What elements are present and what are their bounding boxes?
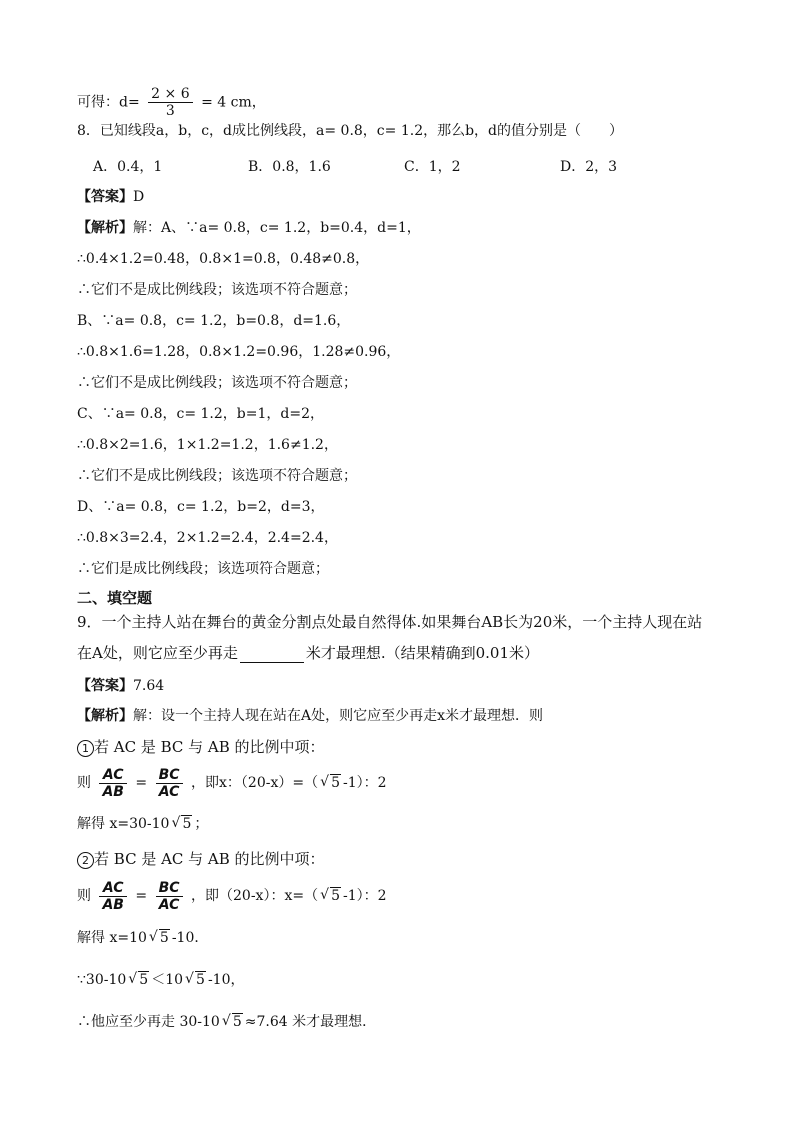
- q8-option-b: B．0.8，1.6: [248, 159, 331, 175]
- solution-text: ；: [194, 816, 209, 832]
- sqrt-symbol: [320, 879, 341, 913]
- answer-tag: 【答案】: [77, 189, 133, 205]
- sqrt-symbol: [128, 970, 149, 990]
- solution-text: 解得 x=30-10: [77, 816, 170, 832]
- frac-den: AB: [102, 896, 124, 913]
- sqrt-symbol: [149, 928, 170, 948]
- sqrt-radicand: 5: [331, 888, 341, 904]
- answer-tag: 【答案】: [77, 678, 133, 694]
- q8-analysis-line-6: ∴它们不是成比例线段；该选项不符合题意；: [77, 375, 357, 391]
- q8-option-c: C．1，2: [404, 159, 461, 175]
- q9-conclusion: [77, 1012, 376, 1032]
- analysis-text: 解：A、∵a= 0.8，c= 1.2，b=0.4，d=1，: [133, 220, 421, 236]
- sqrt-radicand: 5: [182, 816, 192, 832]
- then-label: 则: [77, 775, 91, 791]
- sqrt-symbol: [222, 1012, 243, 1032]
- equation-text: -1）：2: [343, 775, 387, 791]
- fraction-ac-ab: [99, 880, 127, 913]
- intro-prefix: 可得：d=: [77, 94, 140, 111]
- sqrt-radicand: 5: [139, 972, 149, 988]
- q9-answer-line: [77, 676, 164, 696]
- frac-num: BC: [158, 766, 180, 783]
- intro-fraction: [148, 86, 192, 119]
- q9-answer: 7.64: [133, 678, 165, 694]
- stem-text: 米才最理想.（结果精确到0.01米）: [305, 644, 540, 662]
- solution-text: -10．: [171, 930, 209, 946]
- conclusion-text: ∴他应至少再走 30-10: [77, 1014, 220, 1030]
- q8-analysis-line-12: ∴它们是成比例线段；该选项符合题意；: [77, 561, 329, 577]
- circled-number-2: 2: [77, 852, 94, 869]
- then-label: 则: [77, 888, 91, 904]
- q9-case-1-equation: [77, 766, 387, 800]
- fraction-bc-ac: [156, 767, 183, 800]
- comparison-text: ＜10: [151, 972, 184, 988]
- intro-suffix: = 4 cm，: [201, 94, 266, 111]
- stem-text: 在A处，则它应至少再走: [77, 644, 238, 662]
- q8-analysis-line-1: [77, 218, 421, 238]
- sqrt-radicand: 5: [159, 930, 169, 946]
- q8-answer: D: [133, 189, 145, 205]
- q8-analysis-line-2: ∴0.4×1.2=0.48，0.8×1=0.8，0.48≠0.8，: [77, 251, 370, 267]
- sqrt-radicand: 5: [196, 972, 205, 988]
- q8-option-d: D．2，3: [560, 159, 618, 175]
- q8-option-a: A．0.4，1: [93, 159, 163, 175]
- q9-case-2-equation: [77, 879, 387, 913]
- sqrt-symbol: [171, 814, 192, 834]
- q9-case-1: [77, 737, 325, 757]
- q9-analysis-line-1: [77, 706, 543, 726]
- q8-analysis-line-10: D、∵a= 0.8，c= 1.2，b=2，d=3，: [77, 499, 325, 515]
- analysis-text: 解：设一个主持人现在站在A处，则它应至少再走x米才最理想．则: [133, 708, 544, 724]
- fraction-numerator: 2 × 6: [148, 86, 192, 103]
- fraction-ac-ab: [99, 767, 127, 800]
- section-heading: 二、填空题: [77, 589, 153, 607]
- equals-sign: =: [135, 888, 148, 904]
- q9-stem-line-2: [77, 643, 539, 663]
- q8-answer-line: [77, 187, 144, 207]
- frac-num: BC: [158, 879, 180, 896]
- case-text: 若 BC 是 AC 与 AB 的比例中项：: [94, 850, 325, 868]
- sqrt-radicand: 5: [232, 1014, 242, 1030]
- frac-num: AC: [102, 879, 124, 896]
- sqrt-symbol: [320, 766, 341, 800]
- case-text: 若 AC 是 BC 与 AB 的比例中项：: [94, 738, 325, 756]
- equation-text: ，即x：（20-x）=（: [191, 775, 319, 791]
- answer-blank: [240, 648, 304, 663]
- conclusion-text: ≈7.64 米才最理想．: [244, 1014, 377, 1030]
- q8-analysis-line-8: ∴0.8×2=1.6，1×1.2=1.2，1.6≠1.2，: [77, 437, 338, 453]
- q9-case-2: [77, 849, 325, 869]
- q8-stem: 8．已知线段a，b，c，d成比例线段，a= 0.8，c= 1.2，那么b，d的值分别是（ ）: [77, 123, 624, 139]
- frac-den: AB: [102, 783, 124, 800]
- q8-analysis-line-3: ∴它们不是成比例线段；该选项不符合题意；: [77, 282, 357, 298]
- q9-stem-line-1: 9．一个主持人站在舞台的黄金分割点处最自然得体.如果舞台AB长为20米，一个主持人现在站: [77, 613, 703, 631]
- analysis-tag: 【解析】: [77, 220, 133, 236]
- q8-analysis-line-5: ∴0.8×1.6=1.28，0.8×1.2=0.96，1.28≠0.96，: [77, 344, 401, 360]
- sqrt-symbol: [185, 970, 206, 990]
- solution-text: 解得 x=10: [77, 930, 147, 946]
- q8-analysis-line-4: B、∵a= 0.8，c= 1.2，b=0.8，d=1.6，: [77, 313, 351, 329]
- q8-analysis-line-7: C、∵a= 0.8，c= 1.2，b=1，d=2，: [77, 406, 324, 422]
- equals-sign: =: [135, 775, 148, 791]
- sqrt-radicand: 5: [331, 775, 341, 791]
- fraction-bc-ac: [156, 880, 183, 913]
- analysis-tag: 【解析】: [77, 708, 133, 724]
- equation-text: ，即（20-x）：x=（: [191, 888, 319, 904]
- frac-den: AC: [158, 896, 180, 913]
- q8-analysis-line-9: ∴它们不是成比例线段；该选项不符合题意；: [77, 468, 357, 484]
- fraction-denominator: 3: [165, 103, 175, 119]
- intro-line: [77, 86, 266, 119]
- comparison-text: ∵30-10: [77, 972, 127, 988]
- q9-case-1-solution: [77, 814, 208, 834]
- frac-den: AC: [158, 783, 180, 800]
- q9-case-2-solution: [77, 928, 208, 948]
- equation-text: -1）：2: [343, 888, 387, 904]
- frac-num: AC: [102, 766, 124, 783]
- comparison-text: -10，: [207, 972, 245, 988]
- circled-number-1: 1: [77, 740, 94, 757]
- q9-comparison: [77, 970, 245, 990]
- q8-analysis-line-11: ∴0.8×3=2.4，2×1.2=2.4，2.4=2.4，: [77, 530, 338, 546]
